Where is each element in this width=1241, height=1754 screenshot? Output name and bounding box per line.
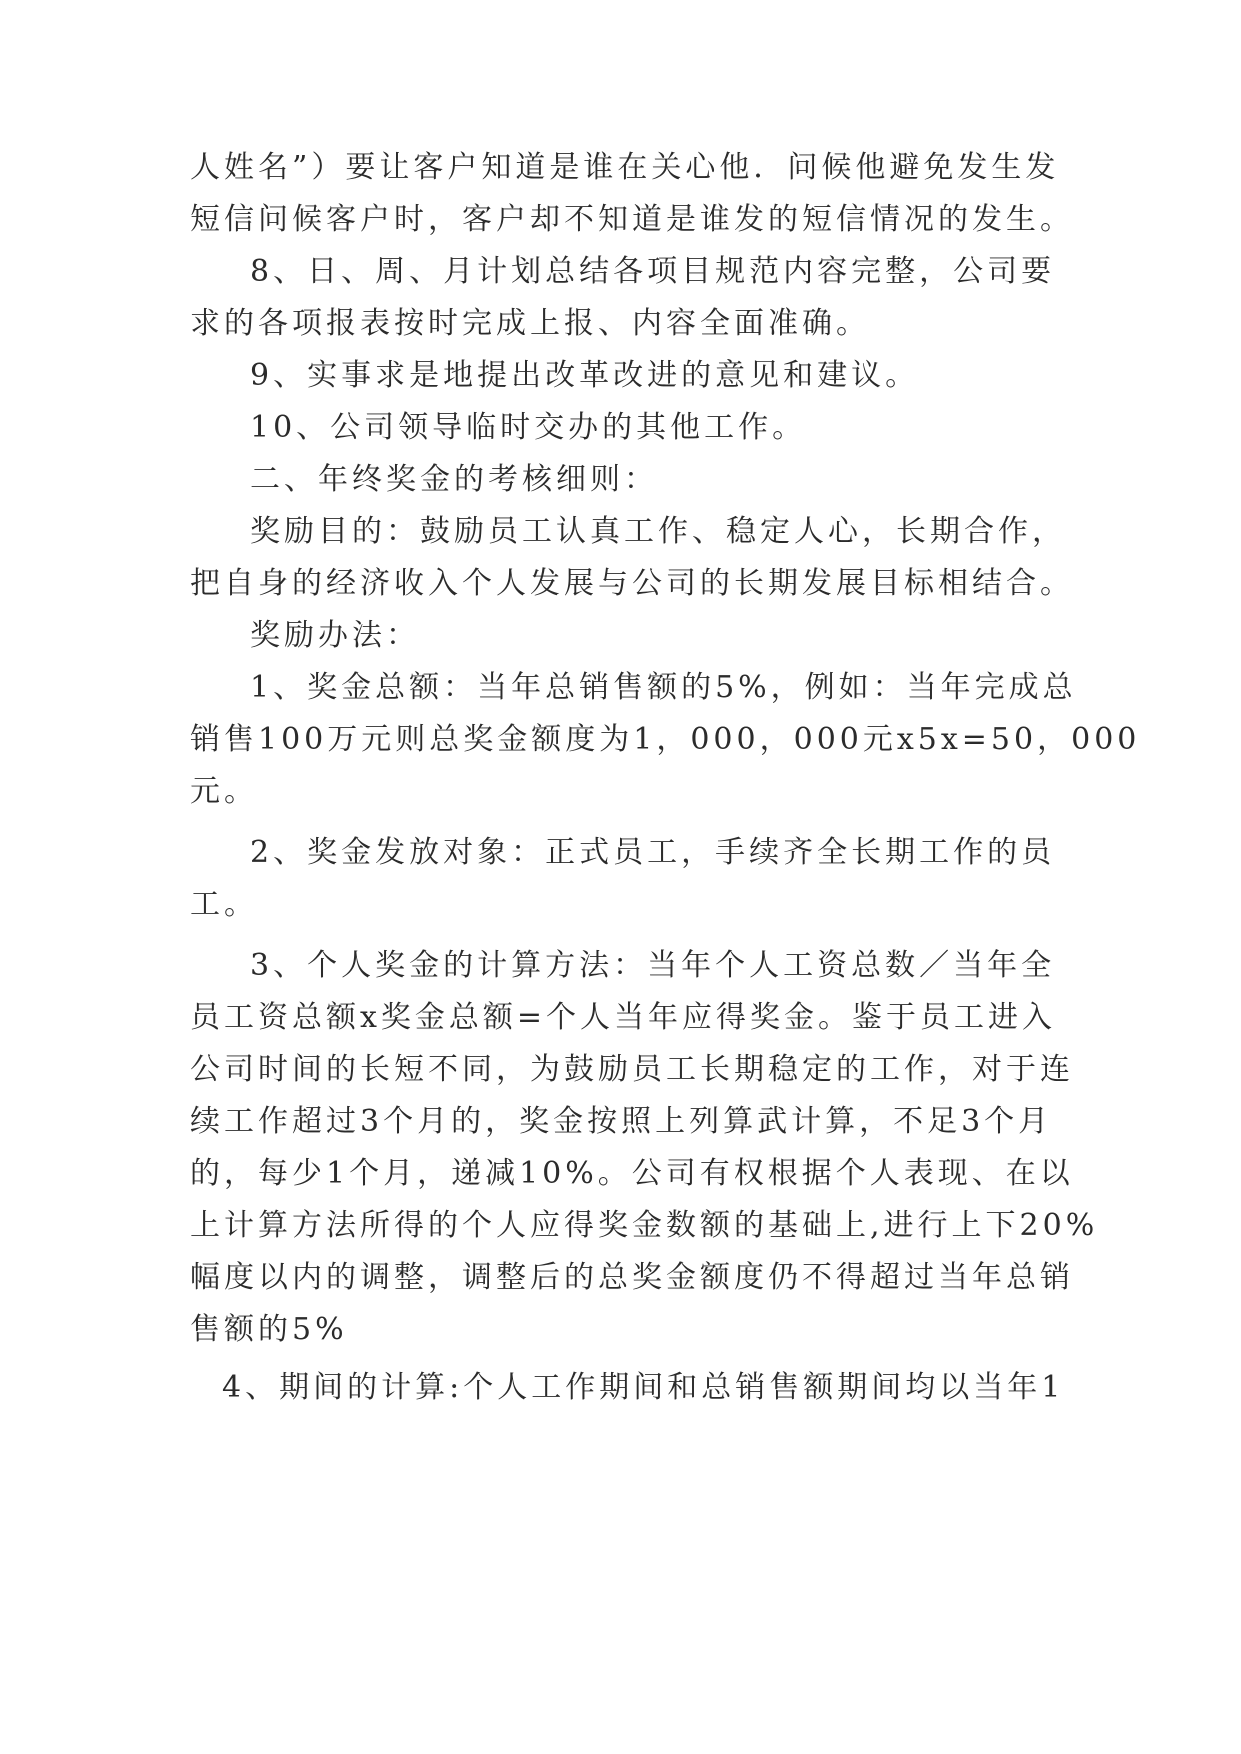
text-line: 续工作超过3个月的，奖金按照上列算武计算，不足3个月: [190, 1104, 1053, 1139]
text-line: 售额的5%: [190, 1312, 348, 1347]
text-line: 短信问候客户时，客户却不知道是谁发的短信情况的发生。: [190, 202, 1074, 237]
text-line: 元。: [190, 774, 258, 809]
text-line: 4、期间的计算:个人工作期间和总销售额期间均以当年1: [222, 1370, 1065, 1405]
text-line: 的，每少1个月，递减10%。公司有权根据个人表现、在以: [190, 1156, 1074, 1191]
text-line: 公司时间的长短不同，为鼓励员工长期稳定的工作，对于连: [190, 1052, 1074, 1087]
text-line: 10、公司领导临时交办的其他工作。: [250, 410, 807, 445]
text-line: 人姓名”）要让客户知道是谁在关心他．问候他避免发生发: [190, 150, 1060, 185]
text-line: 求的各项报表按时完成上报、内容全面准确。: [190, 306, 870, 341]
text-line: 9、实事求是地提出改革改进的意见和建议。: [250, 358, 920, 393]
text-line: 8、日、周、月计划总结各项目规范内容完整，公司要: [250, 254, 1056, 289]
text-line: 奖励目的：鼓励员工认真工作、稳定人心，长期合作，: [250, 514, 1066, 549]
text-line: 工。: [190, 887, 258, 922]
text-line: 奖励办法：: [250, 618, 420, 653]
text-line: 1、奖金总额：当年总销售额的5%，例如：当年完成总: [250, 670, 1077, 705]
text-line: 上计算方法所得的个人应得奖金数额的基础上,进行上下20%: [190, 1208, 1099, 1243]
text-line: 幅度以内的调整，调整后的总奖金额度仍不得超过当年总销: [190, 1260, 1074, 1295]
text-line: 3、个人奖金的计算方法：当年个人工资总数／当年全: [250, 948, 1056, 983]
text-line: 2、奖金发放对象：正式员工，手续齐全长期工作的员: [250, 835, 1056, 870]
text-line: 把自身的经济收入个人发展与公司的长期发展目标相结合。: [190, 566, 1074, 601]
section-heading: 二、年终奖金的考核细则：: [250, 462, 658, 497]
text-line: 员工资总额x奖金总额=个人当年应得奖金。鉴于员工进入: [190, 1000, 1057, 1035]
text-line: 销售100万元则总奖金额度为1，000，000元x5x=50，000: [190, 722, 1141, 757]
